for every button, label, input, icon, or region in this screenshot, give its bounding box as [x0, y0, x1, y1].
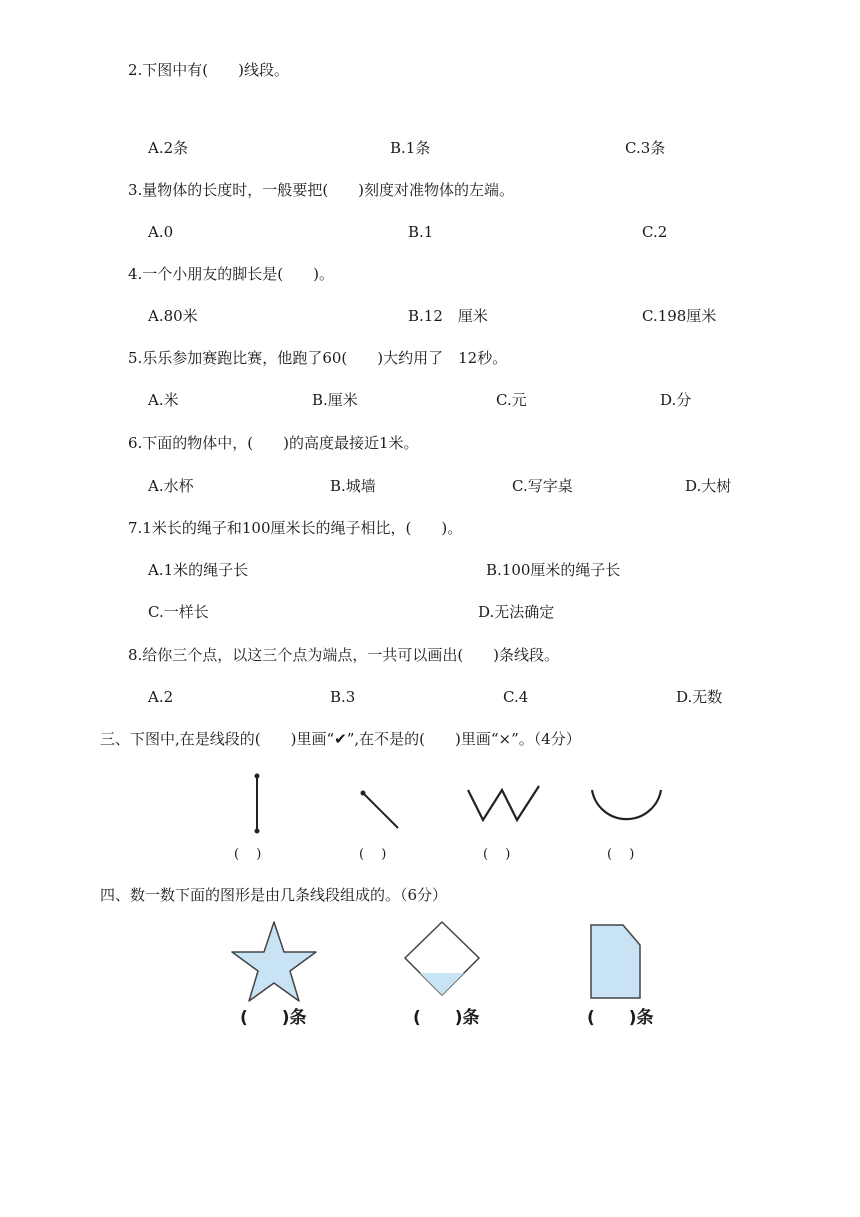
q6-option-c: C.写字桌 — [512, 477, 573, 495]
q2-stem: 2.下图中有( )线段。 — [128, 61, 290, 79]
q8-option-a: A.2 — [148, 688, 174, 706]
q2-option-a: A.2条 — [148, 139, 189, 157]
q5-stem: 5.乐乐参加赛跑比赛，他跑了60( )大约用了 12秒。 — [128, 349, 508, 367]
q2-option-b: B.1条 — [390, 139, 431, 157]
q3-option-a: A.0 — [148, 223, 174, 241]
section3-paren-1[interactable]: ( ) — [234, 847, 262, 862]
q4-option-c: C.198厘米 — [642, 307, 717, 325]
star-shape — [232, 922, 316, 1001]
clipped-rectangle-shape — [591, 925, 640, 998]
q4-option-a: A.80米 — [148, 307, 198, 325]
section3-title: 三、下图中,在是线段的( )里画“✔”,在不是的( )里画“×”。（4分） — [100, 730, 581, 748]
section4-answer-pentagon[interactable]: ( )条 — [587, 1008, 654, 1028]
q7-option-d: D.无法确定 — [478, 603, 555, 621]
q6-stem: 6.下面的物体中，( )的高度最接近1米。 — [128, 434, 419, 452]
q3-option-c: C.2 — [642, 223, 668, 241]
q6-option-b: B.城墙 — [330, 477, 376, 495]
section3-paren-2[interactable]: ( ) — [359, 847, 387, 862]
q3-option-b: B.1 — [408, 223, 434, 241]
q7-option-c: C.一样长 — [148, 603, 209, 621]
section4-answer-star[interactable]: ( )条 — [240, 1008, 307, 1028]
diamond-fill-shape — [420, 973, 464, 995]
section3-paren-4[interactable]: ( ) — [607, 847, 635, 862]
q8-option-c: C.4 — [503, 688, 529, 706]
q7-option-a: A.1米的绳子长 — [148, 561, 249, 579]
q8-stem: 8.给你三个点，以这三个点为端点，一共可以画出( )条线段。 — [128, 646, 560, 664]
q8-option-d: D.无数 — [676, 688, 723, 706]
q6-option-a: A.水杯 — [148, 477, 194, 495]
q2-option-c: C.3条 — [625, 139, 666, 157]
q5-option-b: B.厘米 — [312, 391, 358, 409]
section4-answer-diamond[interactable]: ( )条 — [413, 1008, 480, 1028]
q4-option-b: B.12 厘米 — [408, 307, 488, 325]
q7-option-b: B.100厘米的绳子长 — [486, 561, 621, 579]
q6-option-d: D.大树 — [685, 477, 732, 495]
q5-option-c: C.元 — [496, 391, 527, 409]
q7-stem: 7.1米长的绳子和100厘米长的绳子相比，( )。 — [128, 519, 463, 537]
q4-stem: 4.一个小朋友的脚长是( )。 — [128, 265, 335, 283]
q3-stem: 3.量物体的长度时，一般要把( )刻度对准物体的左端。 — [128, 181, 515, 199]
section4-title: 四、数一数下面的图形是由几条线段组成的。（6分） — [100, 886, 448, 904]
section3-paren-3[interactable]: ( ) — [483, 847, 511, 862]
q5-option-d: D.分 — [660, 391, 692, 409]
q8-option-b: B.3 — [330, 688, 356, 706]
q5-option-a: A.米 — [148, 391, 179, 409]
